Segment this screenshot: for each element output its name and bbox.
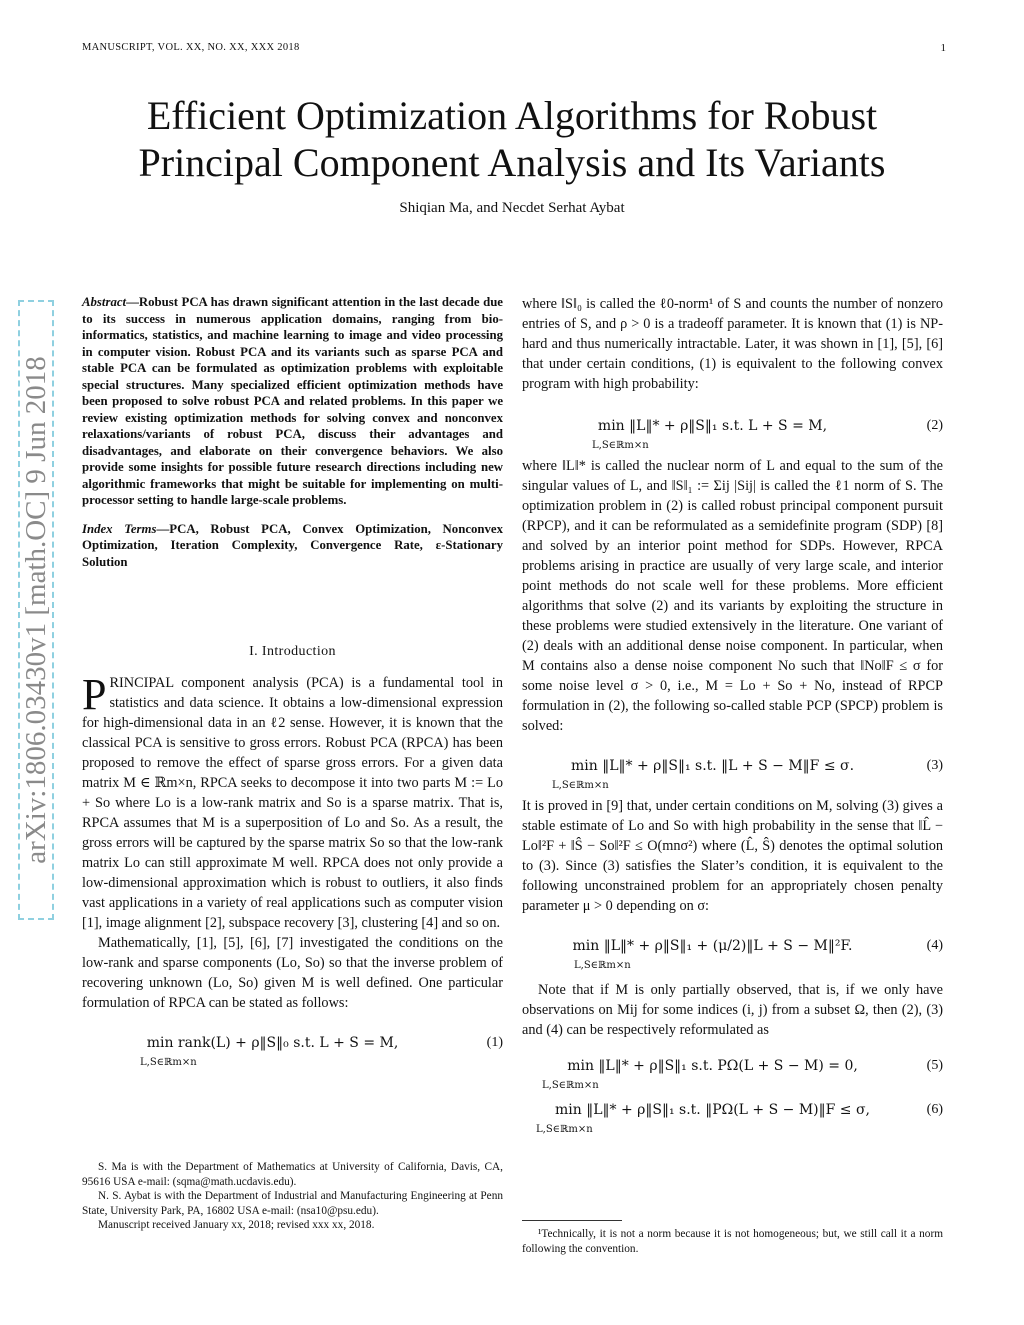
equation-4-number: (4) (926, 938, 943, 953)
right-paragraph-2: where ‖L‖* is called the nuclear norm of L and equal to the sum of the singular values of L, and ‖S‖₁ := Σij |Sij| is called the ℓ1 norm of S. The optimization problem in (2) is called robust principal component pursuit (RPCP), and it can be reformulated as a semidefinite program (SDP) [8] and solved by an interior point method for SDPs. However, RPCA problems arising in practice are usually of very large scale, and interior point methods do not scale well for these problems. More efficient algorithms that solve (2) and its variants by exploiting the structure in these problems were studied extensively in the literature. One variant of (2) deals with an additional dense noise component. In particular, when M contains also a dense noise component No such that ‖No‖F ≤ σ for some noise level σ > 0, i.e., M = Lo + So + No, instead of RPCP formulation in (2), the following so-called stable PCP (SPCP) problem is solved: (522, 458, 943, 734)
affiliation-2: N. S. Aybat is with the Department of Industrial and Manufacturing Engineering at Penn State, University Park, PA, 16802 USA e-mail: (nsa10@psu.edu). (82, 1190, 503, 1217)
affiliation-1: S. Ma is with the Department of Mathematics at University of California, Davis, CA, 95616 USA e-mail: (sqma@math.ucdavis.edu). (82, 1161, 503, 1188)
equation-5-subscript: L,S∈ℝm×n (542, 1080, 599, 1091)
drop-cap: P (82, 670, 107, 719)
index-terms-text: —PCA, Robust PCA, Convex Optimization, Nonconvex Optimization, Iteration Complexity, Convergence Rate, ε-Stationary Solution (82, 521, 503, 569)
title-line-1: Efficient Optimization Algorithms for Robust (146, 93, 878, 138)
intro-text (82, 670, 503, 1068)
equation-6-subscript: L,S∈ℝm×n (536, 1124, 593, 1135)
footnote-rule (522, 1220, 622, 1221)
right-paragraph-1: where ‖S‖₀ is called the ℓ0-norm¹ of S and counts the number of nonzero entries of S, and ρ > 0 is a tradeoff parameter. It is known that (1) is NP-hard and thus numerically intractable. Later, it was shown in [1], [5], [6] that under certain conditions, (1) is equivalent to the following convex program with high probability: (522, 296, 943, 392)
intro-paragraph-1-text: RINCIPAL component analysis (PCA) is a fundamental tool in statistics and data science. It obtains a low-dimensional expression for high-dimensional data in an ℓ2 sense. However, it is known that the classical PCA is sensitive to gross errors. Robust PCA (RPCA) has been proposed to remove the effect of sparse gross errors. For a given data matrix M ∈ ℝm×n, RPCA seeks to decompose it into two parts M := Lo + So where Lo is a low-rank matrix and So is a sparse matrix. That is, RPCA assumes that M is a superposition of Lo and So. As a result, the gross errors will be captured by the sparse matrix So so that the low-rank matrix Lo can still approximate M well. RPCA does not only provide a low-dimensional approximation which is robust to outliers, it also finds vast applications in a variety of real applications such as computer vision [1], image alignment [2], subspace recovery [3], clustering [4] and so on. (82, 675, 503, 931)
abstract (82, 294, 503, 509)
authors: Shiqian Ma, and Necdet Serhat Aybat (399, 200, 625, 216)
equation-1-subscript: L,S∈ℝm×n (140, 1057, 197, 1068)
equation-5 (522, 1050, 943, 1090)
index-terms (82, 521, 503, 571)
journal-header: MANUSCRIPT, VOL. XX, NO. XX, XXX 2018 (82, 42, 300, 53)
page-number: 1 (940, 42, 946, 54)
equation-6-body: min ‖L‖* + ρ‖S‖₁ s.t. ‖PΩ(L + S − M)‖F ≤ σ, (555, 1102, 870, 1118)
title-line-2: Principal Component Analysis and Its Variants (138, 140, 886, 185)
left-column (82, 294, 503, 570)
footnote (522, 1220, 943, 1256)
arxiv-stamp[interactable] (16, 300, 56, 920)
equation-5-body: min ‖L‖* + ρ‖S‖₁ s.t. PΩ(L + S − M) = 0, (567, 1058, 858, 1074)
affiliation-3: Manuscript received January xx, 2018; revised xxx xx, 2018. (98, 1219, 375, 1231)
section-heading: I. Introduction (249, 644, 336, 659)
paper-title (60, 92, 964, 186)
equation-2-number: (2) (926, 418, 943, 433)
equation-1-body: min rank(L) + ρ‖S‖₀ s.t. L + S = M, (146, 1035, 399, 1051)
equation-4 (522, 930, 943, 970)
right-column (522, 294, 943, 1134)
equation-3 (522, 750, 943, 790)
arxiv-stamp-text: arXiv:1806.03430v1 [math.OC] 9 Jun 2018 (20, 356, 52, 864)
equation-2-subscript: L,S∈ℝm×n (592, 440, 649, 451)
equation-6-number: (6) (926, 1102, 943, 1117)
footnote-text: ¹Technically, it is not a norm because it is not homogeneous; but, we still call it a norm following the convention. (522, 1228, 943, 1255)
abstract-label: Abstract (82, 295, 127, 309)
equation-4-subscript: L,S∈ℝm×n (574, 960, 631, 971)
equation-2 (522, 410, 943, 450)
equation-3-body: min ‖L‖* + ρ‖S‖₁ s.t. ‖L + S − M‖F ≤ σ. (570, 758, 855, 774)
equation-1 (82, 1027, 503, 1067)
right-paragraph-3: It is proved in [9] that, under certain conditions on M, solving (3) gives a stable estimate of Lo and So with high probability in the sense that ‖L̂ − Lo‖²F + ‖Ŝ − So‖²F ≤ O(mnσ²) where (L̂, Ŝ) denotes the optimal solution to (3). Since (3) satisfies the Slater’s condition, it is equivalent to the following unconstrained problem for an appropriately chosen penalty parameter μ > 0 depending on σ: (522, 798, 943, 914)
equation-3-subscript: L,S∈ℝm×n (552, 780, 609, 791)
affiliations (82, 1160, 503, 1233)
equation-2-body: min ‖L‖* + ρ‖S‖₁ s.t. L + S = M, (597, 418, 828, 434)
equation-6 (522, 1094, 943, 1134)
equation-1-number: (1) (486, 1035, 503, 1050)
equation-4-body: min ‖L‖* + ρ‖S‖₁ + (μ/2)‖L + S − M‖²F. (572, 938, 853, 954)
index-terms-label: Index Terms (82, 521, 157, 536)
abstract-text: —Robust PCA has drawn significant attention in the last decade due to its success in numerous application domains, ranging from bio-informatics, statistics, and machine learning to image and video processing in computer vision. Robust PCA and its variants such as sparse PCA and stable PCA can be formulated as optimization problems with exploitable special structures. Many specialized efficient optimization methods have been proposed to solve robust PCA and related problems. In this paper we review existing optimization methods for solving convex and nonconvex relaxations/variants of robust PCA, discuss their advantages and disadvantages, and elaborate on their convergence behaviors. We also provide some insights for possible future research directions including new algorithmic frameworks that might be suitable for implementing on multi-processor setting to handle large-scale problems. (82, 295, 503, 507)
right-paragraph-4: Note that if M is only partially observed, that is, if we only have observations on Mij for some indices (i, j) from a subset Ω, then (2), (3) and (4) can be respectively reformulated as (522, 982, 943, 1038)
equation-3-number: (3) (926, 758, 943, 773)
intro-paragraph-1 (82, 670, 503, 933)
intro-paragraph-2: Mathematically, [1], [5], [6], [7] investigated the conditions on the low-rank and sparse components (Lo, So) so that the inverse problem of recovering unknown (Lo, So) given M is well defined. One particular formulation of RPCA can be stated as follows: (82, 935, 503, 1011)
equation-5-number: (5) (926, 1058, 943, 1073)
